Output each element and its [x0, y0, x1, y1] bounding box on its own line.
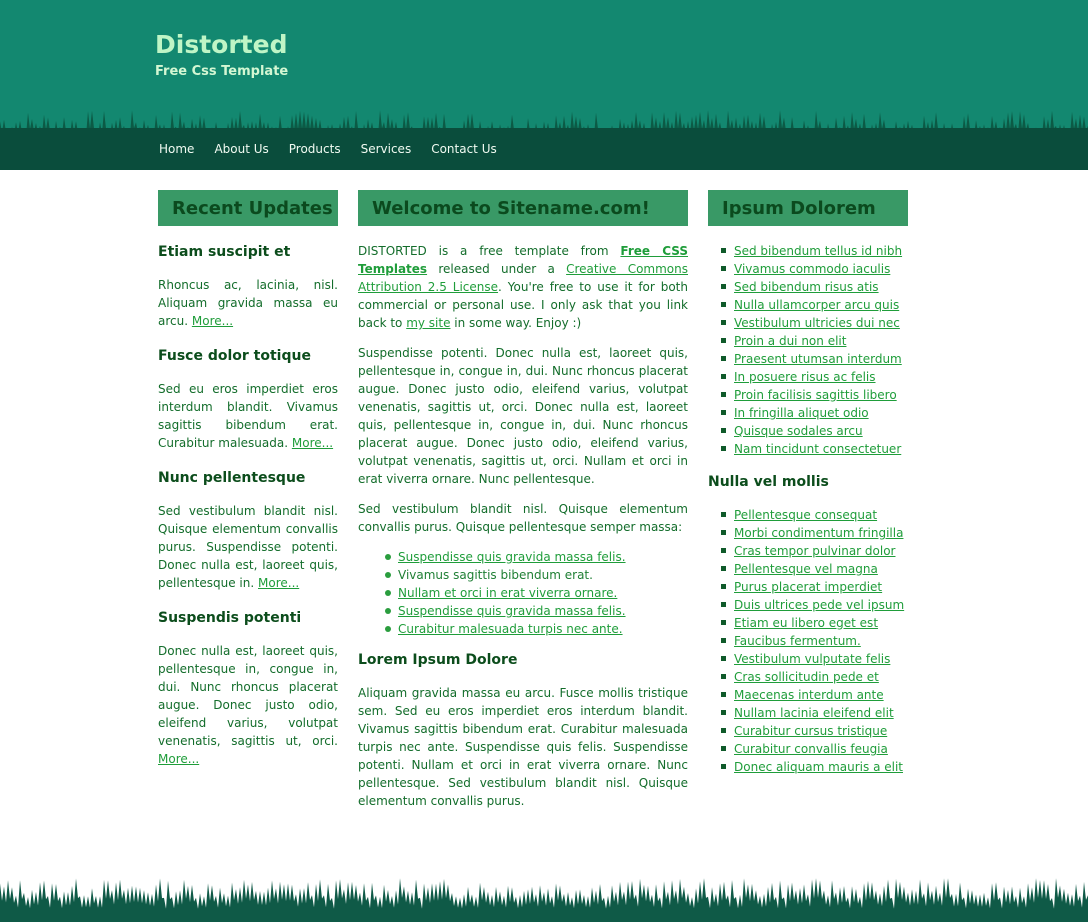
body-paragraph: Sed vestibulum blandit nisl. Quisque elementum convallis purus. Quisque pellentesque semper massa: — [358, 502, 688, 534]
site-subtitle: Free Css Template — [155, 64, 289, 79]
update-item — [158, 348, 338, 452]
update-title: Nunc pellentesque — [158, 470, 306, 486]
sidebar-link[interactable]: Curabitur cursus tristique — [734, 724, 888, 738]
list-item — [708, 650, 908, 668]
lorem-ipsum-heading: Lorem Ipsum Dolore — [358, 652, 518, 668]
sidebar-link[interactable]: Proin facilisis sagittis libero — [734, 388, 897, 402]
nulla-vel-mollis-heading: Nulla vel mollis — [708, 474, 829, 490]
sidebar-link[interactable]: Proin a dui non elit — [734, 334, 847, 348]
sidebar-link[interactable]: Duis ultrices pede vel ipsum — [734, 598, 905, 612]
update-title: Fusce dolor totique — [158, 348, 311, 364]
sidebar-link[interactable]: Pellentesque vel magna — [734, 562, 878, 576]
bullet-link[interactable]: Curabitur malesuada turpis nec ante. — [398, 622, 623, 636]
more-link[interactable]: More... — [191, 314, 234, 328]
nav-products[interactable]: Products — [288, 142, 341, 156]
list-item — [358, 548, 688, 566]
grass-texture-footer — [0, 868, 1088, 922]
sidebar-link[interactable]: Cras sollicitudin pede et — [734, 670, 879, 684]
bullet-list — [358, 548, 688, 638]
update-item — [158, 610, 338, 768]
license-link[interactable]: Creative Commons Attribution 2.5 License — [358, 262, 688, 294]
sidebar-link[interactable]: Morbi condimentum fringilla — [734, 526, 904, 540]
list-item — [708, 524, 908, 542]
sidebar-link[interactable]: Donec aliquam mauris a elit — [734, 760, 903, 774]
list-item — [708, 278, 908, 296]
link-list-secondary — [708, 506, 908, 776]
sidebar-link[interactable]: Curabitur convallis feugia — [734, 742, 888, 756]
list-item — [708, 668, 908, 686]
list-item — [708, 506, 908, 524]
bullet-text: Vivamus sagittis bibendum erat. — [398, 568, 593, 582]
update-text: Sed eu eros imperdiet eros interdum blandit. Vivamus sagittis bibendum erat. Curabitur malesuada. More... — [158, 382, 338, 450]
main-nav — [159, 142, 517, 156]
nav-about-us[interactable]: About Us — [214, 142, 269, 156]
sidebar-link[interactable]: Vestibulum ultricies dui nec — [734, 316, 900, 330]
list-item — [708, 722, 908, 740]
list-item — [358, 602, 688, 620]
list-item — [358, 566, 688, 584]
list-item — [708, 578, 908, 596]
sidebar-link[interactable]: In fringilla aliquet odio — [734, 406, 869, 420]
list-item — [708, 596, 908, 614]
link-list-primary — [708, 242, 908, 458]
sidebar-link[interactable]: Nullam lacinia eleifend elit — [734, 706, 894, 720]
list-item — [708, 260, 908, 278]
update-item — [158, 244, 338, 330]
more-link[interactable]: More... — [158, 752, 200, 766]
bullet-link[interactable]: Suspendisse quis gravida massa felis. — [398, 604, 626, 618]
list-item — [708, 632, 908, 650]
nav-services[interactable]: Services — [360, 142, 412, 156]
body-paragraph: Suspendisse potenti. Donec nulla est, laoreet quis, pellentesque in, congue in, dui. Nunc rhoncus placerat augue. Donec justo odio, eleifend varius, volutpat venenatis, sagittis ut, orci. Donec nulla est, laoreet quis, pellentesque in, congue in, dui. Nunc rhoncus placerat augue. Donec justo odio, eleifend varius, volutpat venenatis, sagittis ut, orci. Nullam et orci in erat viverra ornare. Nunc pellentesque. — [358, 346, 688, 486]
nav-contact-us[interactable]: Contact Us — [431, 142, 497, 156]
list-item — [708, 242, 908, 260]
sidebar-link[interactable]: Nulla ullamcorper arcu quis — [734, 298, 900, 312]
list-item — [708, 386, 908, 404]
update-title: Suspendis potenti — [158, 610, 302, 626]
sidebar-link[interactable]: Vestibulum vulputate felis — [734, 652, 891, 666]
update-item — [158, 470, 338, 592]
more-link[interactable]: More... — [291, 436, 334, 450]
ipsum-dolorem-title: Ipsum Dolorem — [708, 190, 908, 226]
right-column — [708, 190, 908, 776]
sidebar-link[interactable]: In posuere risus ac felis — [734, 370, 876, 384]
update-title: Etiam suscipit et — [158, 244, 291, 260]
sidebar-link[interactable]: Faucibus fermentum. — [734, 634, 861, 648]
list-item — [708, 440, 908, 458]
sidebar-link[interactable]: Quisque sodales arcu — [734, 424, 863, 438]
sidebar-link[interactable]: Nam tincidunt consectetuer — [734, 442, 902, 456]
body-paragraph: Aliquam gravida massa eu arcu. Fusce mollis tristique sem. Sed eu eros imperdiet eros interdum blandit. Vivamus sagittis bibendum erat. Curabitur malesuada turpis nec ante. Suspendisse quis felis. Suspendisse potenti. Nullam et orci in erat viverra ornare. Nunc pellentesque. Sed vestibulum blandit nisl. Quisque elementum convallis purus. — [358, 686, 688, 808]
sidebar-link[interactable]: Sed bibendum tellus id nibh — [734, 244, 903, 258]
list-item — [708, 560, 908, 578]
list-item — [708, 368, 908, 386]
list-item — [708, 422, 908, 440]
bullet-link[interactable]: Nullam et orci in erat viverra ornare. — [398, 586, 618, 600]
list-item — [708, 332, 908, 350]
more-link[interactable]: More... — [258, 576, 300, 590]
list-item — [708, 614, 908, 632]
sidebar-link[interactable]: Etiam eu libero eget est — [734, 616, 879, 630]
list-item — [708, 704, 908, 722]
update-text: Rhoncus ac, lacinia, nisl. Aliquam gravida massa eu arcu. More... — [158, 278, 338, 328]
sidebar-link[interactable]: Maecenas interdum ante — [734, 688, 884, 702]
my-site-link[interactable]: my site — [406, 316, 451, 330]
nav-home[interactable]: Home — [159, 142, 195, 156]
free-css-templates-link[interactable]: Free CSS Templates — [358, 244, 689, 276]
sidebar-link[interactable]: Sed bibendum risus atis — [734, 280, 879, 294]
sidebar-link[interactable]: Cras tempor pulvinar dolor — [734, 544, 896, 558]
list-item — [358, 620, 688, 638]
sidebar-link[interactable]: Praesent utumsan interdum — [734, 352, 902, 366]
update-text: Sed vestibulum blandit nisl. Quisque elementum convallis purus. Suspendisse potenti. Donec nulla est, laoreet quis, pellentesque in. More... — [158, 504, 338, 590]
list-item — [708, 542, 908, 560]
welcome-title: Welcome to Sitename.com! — [358, 190, 688, 226]
sidebar-link[interactable]: Pellentesque consequat — [734, 508, 878, 522]
bullet-link[interactable]: Suspendisse quis gravida massa felis. — [398, 550, 626, 564]
sidebar-link[interactable]: Vivamus commodo iaculis — [734, 262, 891, 276]
list-item — [708, 314, 908, 332]
list-item — [708, 758, 908, 776]
list-item — [358, 584, 688, 602]
sidebar-link[interactable]: Purus placerat imperdiet — [734, 580, 883, 594]
site-header — [0, 0, 1088, 170]
list-item — [708, 404, 908, 422]
list-item — [708, 350, 908, 368]
site-title[interactable]: Distorted — [155, 30, 288, 59]
update-text: Donec nulla est, laoreet quis, pellentesque in, congue in, dui. Nunc rhoncus placerat augue. Donec justo odio, eleifend varius, volutpat venenatis, sagittis ut, orci. More... — [158, 644, 338, 766]
left-column — [158, 190, 338, 768]
list-item — [708, 686, 908, 704]
intro-paragraph: DISTORTED is a free template from Free CSS Templates released under a Creative Commons Attribution 2.5 License. You're free to use it for both commercial or personal use. I only ask that you link back to my site in some way. Enjoy :) — [358, 244, 689, 330]
recent-updates-title: Recent Updates — [158, 190, 338, 226]
list-item — [708, 740, 908, 758]
list-item — [708, 296, 908, 314]
main-column — [358, 190, 688, 810]
